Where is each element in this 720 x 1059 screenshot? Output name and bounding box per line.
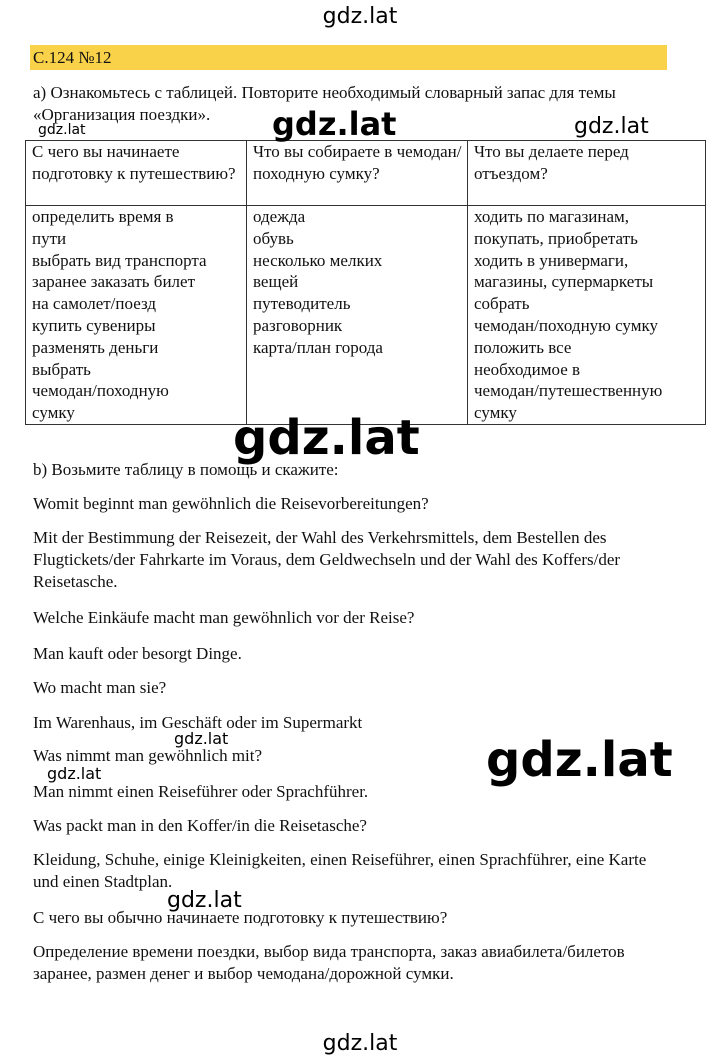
question: Was packt man in den Koffer/in die Reisetasche? bbox=[33, 816, 367, 835]
cell-line: карта/план города bbox=[253, 337, 383, 357]
answer: Man kauft oder besorgt Dinge. bbox=[33, 644, 242, 663]
question: Was nimmt man gewöhnlich mit? bbox=[33, 746, 263, 765]
table-cell-before-departure bbox=[468, 206, 706, 425]
cell-line: разговорник bbox=[253, 315, 343, 335]
answer: Kleidung, Schuhe, einige Kleinigkeiten, einen Reiseführer, einen Sprachführer, eine Karte und einen Stadtplan. bbox=[33, 850, 647, 891]
cell-line: на самолет/поезд bbox=[32, 294, 157, 314]
table-header-cell: Что вы собираете в чемодан/походную сумку? bbox=[247, 141, 468, 206]
cell-line: выбрать вид транспорта bbox=[32, 250, 207, 270]
preparation-table bbox=[25, 140, 706, 425]
table-cell-pack bbox=[247, 206, 468, 425]
cell-line: несколько мелких bbox=[253, 250, 383, 270]
cell-line: купить сувениры bbox=[32, 315, 156, 335]
table-header-cell: С чего вы начинаете подготовку к путешествию? bbox=[26, 141, 247, 206]
answer: Man nimmt einen Reiseführer oder Sprachführer. bbox=[33, 782, 369, 801]
cell-line: одежда bbox=[253, 207, 306, 226]
question: Womit beginnt man gewöhnlich die Reisevorbereitungen? bbox=[33, 494, 429, 513]
watermark-overlay: gdz.lat bbox=[272, 105, 397, 143]
cell-line: чемодан/походную bbox=[32, 381, 169, 401]
watermark-overlay: gdz.lat bbox=[38, 122, 86, 138]
table-cell-start bbox=[26, 206, 247, 425]
cell-line: сумку bbox=[32, 403, 75, 423]
cell-line: определить время в bbox=[32, 207, 174, 226]
answer: Определение времени поездки, выбор вида транспорта, заказ авиабилета/билетов заранее, размен денег и выбор чемодана/дорожной сумки. bbox=[33, 942, 625, 983]
watermark-overlay: gdz.lat bbox=[486, 732, 673, 788]
part-b-instruction: b) Возьмите таблицу в помощь и скажите: bbox=[33, 460, 339, 479]
cell-line: необходимое в bbox=[474, 359, 581, 379]
cell-line: вещей bbox=[253, 272, 299, 292]
cell-line: сумку bbox=[474, 403, 517, 423]
cell-line: заранее заказать билет bbox=[32, 272, 196, 292]
watermark-top: gdz.lat bbox=[322, 4, 398, 29]
cell-line: ходить по магазинам, bbox=[474, 207, 630, 226]
answer: Im Warenhaus, im Geschäft oder im Supermarkt bbox=[33, 713, 363, 732]
cell-line: путеводитель bbox=[253, 294, 351, 314]
exercise-header: С.124 №12 bbox=[30, 45, 667, 70]
cell-line: собрать bbox=[474, 294, 530, 314]
watermark-overlay: gdz.lat bbox=[47, 764, 102, 783]
cell-line: чемодан/походную сумку bbox=[474, 315, 658, 335]
watermark-bottom: gdz.lat bbox=[322, 1031, 398, 1056]
table-header-row bbox=[26, 141, 706, 206]
table-header-cell: Что вы делаете перед отъездом? bbox=[468, 141, 706, 206]
cell-line: чемодан/путешественную bbox=[474, 381, 663, 401]
cell-line: магазины, супермаркеты bbox=[474, 272, 654, 292]
cell-line: пути bbox=[32, 228, 67, 248]
intro-text: а) Ознакомьтесь с таблицей. Повторите необходимый словарный запас для темы «Организация поездки». bbox=[33, 83, 616, 124]
cell-line: положить все bbox=[474, 337, 572, 357]
answer: Mit der Bestimmung der Reisezeit, der Wahl des Verkehrsmittels, dem Bestellen des Flugtickets/der Fahrkarte im Voraus, dem Geldwechseln und der Wahl des Koffers/der Reisetasche. bbox=[33, 528, 621, 591]
question: Welche Einkäufe macht man gewöhnlich vor der Reise? bbox=[33, 608, 415, 627]
question: Wo macht man sie? bbox=[33, 678, 167, 697]
watermark-overlay: gdz.lat bbox=[574, 114, 649, 139]
cell-line: обувь bbox=[253, 228, 294, 248]
table-row bbox=[26, 206, 706, 425]
cell-line: выбрать bbox=[32, 359, 91, 379]
cell-line: ходить в универмаги, bbox=[474, 250, 629, 270]
watermark-overlay: gdz.lat bbox=[233, 410, 420, 466]
watermark-overlay: gdz.lat bbox=[167, 888, 242, 913]
cell-line: разменять деньги bbox=[32, 337, 159, 357]
question: С чего вы обычно начинаете подготовку к путешествию? bbox=[33, 908, 448, 927]
watermark-overlay: gdz.lat bbox=[174, 729, 229, 748]
cell-line: покупать, приобретать bbox=[474, 228, 638, 248]
